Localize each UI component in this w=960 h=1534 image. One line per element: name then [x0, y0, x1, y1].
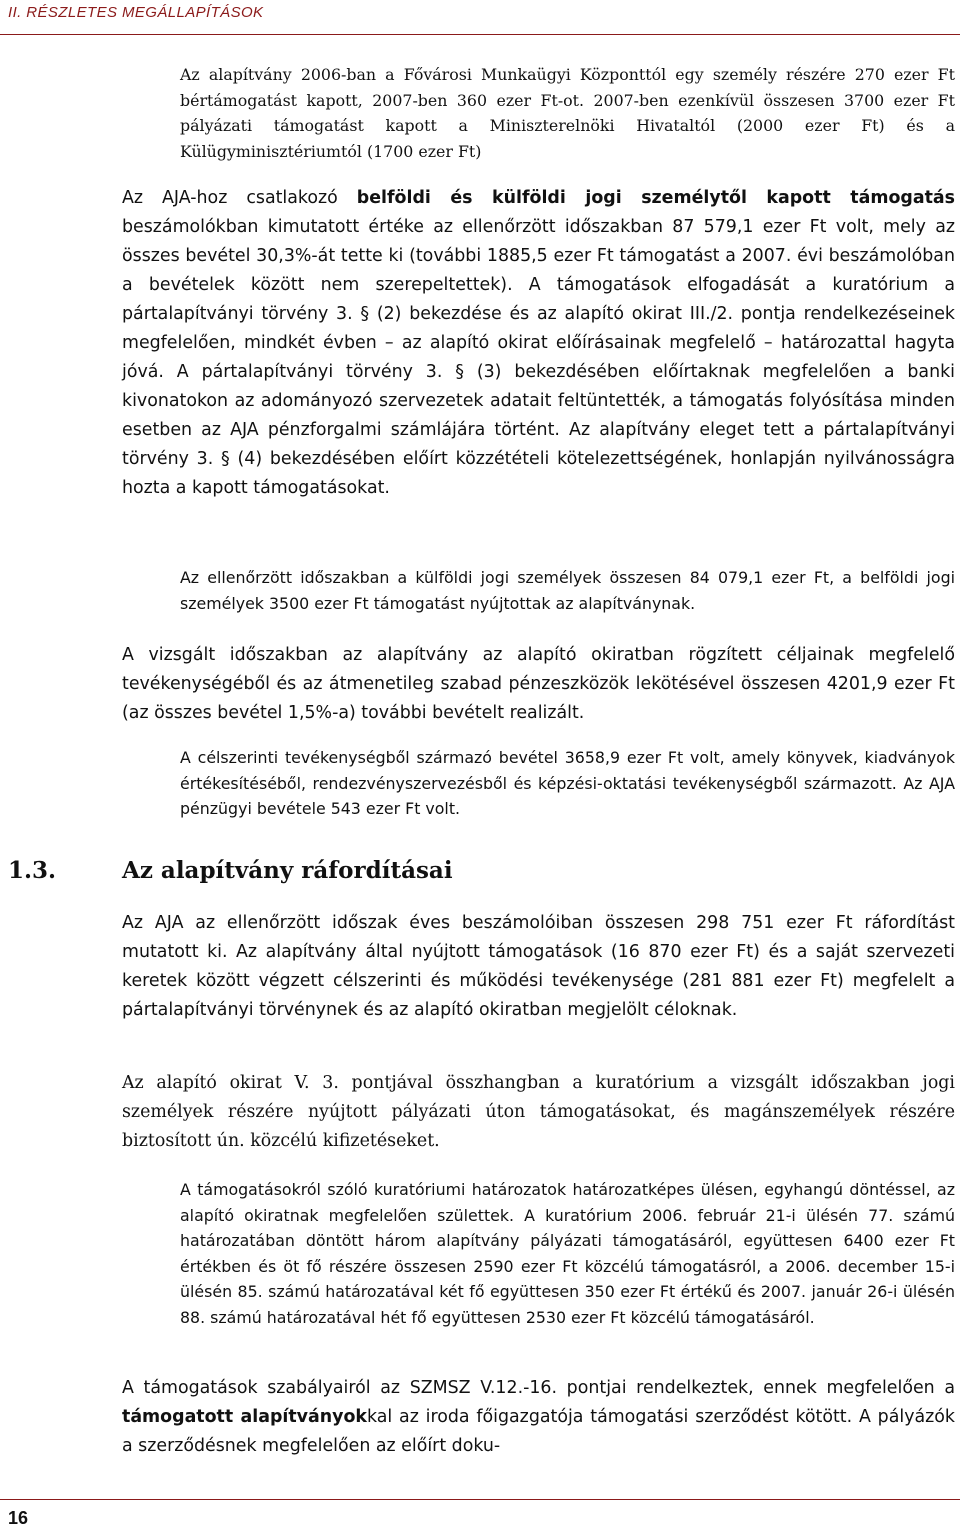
paragraph-text: Az AJA-hoz csatlakozó — [122, 188, 357, 208]
page-number: 16 — [8, 1508, 29, 1528]
footer-divider — [0, 1499, 960, 1500]
paragraph-text: kal az iroda főigazgatója támogatási szerződést kötött. A pályázók a szerződésnek megfelelően az előírt doku- — [122, 1407, 955, 1456]
paragraph-deed-grants: Az alapító okirat V. 3. pontjával összhangban a kuratórium a vizsgált időszakban jogi személyek részére nyújtott pályázati úton támogatásokat, és magánszemélyek részére biztosított ún. közcélú kifizetéseket. — [122, 1073, 955, 1151]
paragraph-activity-revenue: A célszerinti tevékenységből származó bevétel 3658,9 ezer Ft volt, amely könyvek, kiadványok értékesítéséből, rendezvényszervezésből és képzési-oktatási tevékenységből származott. Az AJA pénzügyi bevétele 543 ezer Ft volt. — [180, 748, 955, 818]
paragraph-foreign-domestic-support: Az ellenőrzött időszakban a külföldi jogi személyek összesen 84 079,1 ezer Ft, a belföldi jogi személyek 3500 ezer Ft támogatást nyújtottak az alapítványnak. — [180, 568, 955, 613]
paragraph-text: A támogatások szabályairól az SZMSZ V.12.-16. pontjai rendelkeztek, ennek megfelelően a — [122, 1378, 955, 1398]
paragraph-text: beszámolókban kimutatott értéke az ellenőrzött időszakban 87 579,1 ezer Ft volt, mely az összes bevétel 30,3%-át tette ki (további 1885,5 ezer Ft támogatást a 2007. évi beszámolóban a bevételek között nem szerepeltettek). A támogatások elfogadását a kuratórium a pártalapítványi törvény 3. § (2) bekezdése és az alapító okirat III./2. pontja rendelkezéseinek megfelelően, mindkét évben – az alapító okirat előírásainak megfelelő – határozattal hagyta jóvá. A pártalapítványi törvény 3. § (3) bekezdésében előírtaknak megfelelően a banki kivonatokon az adományozó szervezetek adatait feltüntették, a támogatás folyósítása minden esetben az AJA pénzforgalmi számlájára történt. Az alapítvány eleget tett a pártalapítványi törvény 3. § (4) bekezdésében előírt közzétételi kötelezettségének, honlapján nyilvánosságra hozta a kapott támogatásokat. — [122, 217, 955, 498]
section-number: 1.3. — [8, 857, 57, 884]
paragraph-legal-person-support — [122, 184, 955, 503]
paragraph-expenditures: Az AJA az ellenőrzött időszak éves beszámolóiban összesen 298 751 ezer Ft ráfordítást mutatott ki. Az alapítvány által nyújtott támogatások (16 870 ezer Ft) és a saját szervezeti keretek között végzett célszerinti és működési tevékenysége (281 881 ezer Ft) megfelelt a pártalapítványi törvénynek és az alapító okiratban megjelölt céloknak. — [122, 913, 955, 1020]
page-header — [0, 0, 960, 35]
paragraph-additional-revenue: A vizsgált időszakban az alapítvány az alapító okiratban rögzített céljainak megfelelő tevékenységéből és az átmenetileg szabad pénzeszközök lekötésével összesen 4201,9 ezer Ft (az összes bevétel 1,5%-a) további bevételt realizált. — [122, 645, 955, 723]
paragraph-board-decisions: A támogatásokról szóló kuratóriumi határozatok határozatképes ülésen, egyhangú döntéssel, az alapító okiratnak megfelelően születtek. A kuratórium 2006. február 21-i ülésén 77. számú határozatában döntött három alapítvány pályázati támogatásáról, együttesen 6400 ezer Ft értékben és öt fő részére összesen 2590 ezer Ft közcélú támogatásról, a 2006. december 15-i ülésén 85. számú határozatával két fő együttesen 350 ezer Ft értékű és 2007. január 26-i ülésén 88. számú határozatával hét fő együttesen 2530 ezer Ft közcélú támogatásáról. — [180, 1180, 955, 1327]
emphasis-text: támogatott alapítványok — [122, 1407, 367, 1427]
emphasis-text: belföldi és külföldi jogi személytől kapott támogatás — [356, 188, 955, 208]
section-title: Az alapítvány ráfordításai — [122, 857, 453, 884]
paragraph-grants-labour-office: Az alapítvány 2006-ban a Fővárosi Munkaügyi Központtól egy személy részére 270 ezer Ft bértámogatást kapott, 2007-ben 360 ezer Ft-ot. 2007-ben ezenkívül összesen 3700 ezer Ft pályázati támogatást kapott a Miniszterelnöki Hivataltól (2000 ezer Ft) és a Külügyminisztériumtól (1700 ezer Ft) — [180, 65, 955, 161]
paragraph-grant-rules — [122, 1374, 955, 1461]
header-title: II. RÉSZLETES MEGÁLLAPÍTÁSOK — [8, 4, 264, 21]
